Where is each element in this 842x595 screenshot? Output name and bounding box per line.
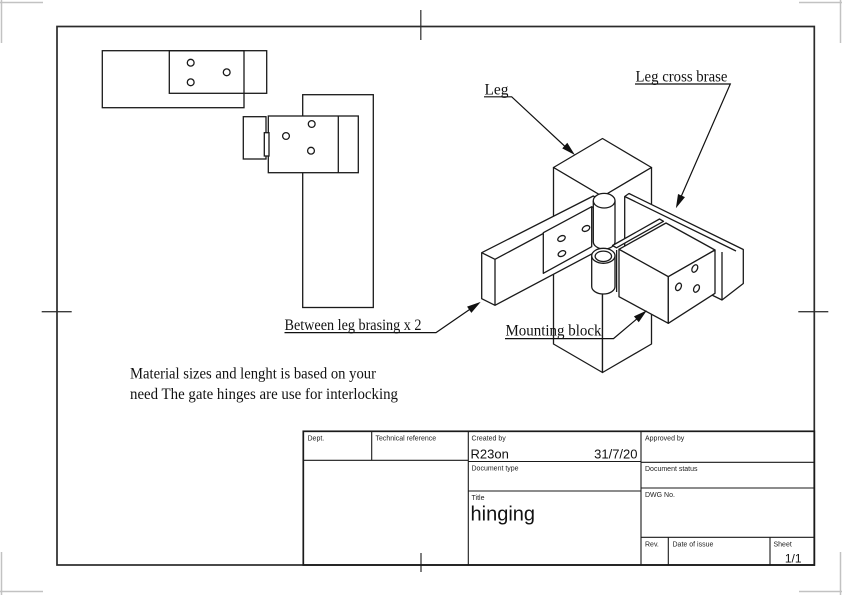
barrel-bore (595, 251, 611, 261)
material-note (130, 366, 398, 403)
date-of-issue-label: Date of issue (672, 541, 714, 549)
dept-label: Dept. (307, 435, 325, 443)
hinge-hole (187, 59, 194, 66)
orthographic-view-top (102, 51, 266, 108)
knuckle-link (264, 133, 269, 156)
arrowhead (677, 195, 684, 206)
hinge-hole (283, 133, 290, 140)
created-date-value: 31/7/20 (594, 446, 638, 462)
orthographic-view-side (243, 95, 373, 308)
hinge-bar-top (102, 51, 244, 108)
document-type-label: Document type (471, 465, 519, 473)
created-by-value: R23on (470, 446, 509, 462)
title-value: hinging (470, 503, 536, 526)
material-note-line2: need The gate hinges are use for interlocking (130, 385, 398, 403)
callout-mounting-block: Mounting block (505, 322, 602, 340)
created-by-label: Created by (471, 435, 506, 443)
hinge-hole (308, 121, 315, 128)
callout-between-leg-bracing: Between leg brasing x 2 (284, 317, 422, 334)
hinge-plate-top (169, 51, 266, 94)
title-block (303, 431, 814, 565)
hinge-hole (308, 147, 315, 154)
sheet-value: 1/1 (784, 551, 802, 566)
title-block-border (303, 431, 814, 565)
callout-leg-cross-brace: Leg cross brase (635, 68, 728, 86)
upper-hinge-barrel (593, 193, 615, 249)
arrowhead (563, 144, 573, 154)
material-note-line1: Material sizes and lenght is based on your (130, 365, 377, 383)
sheet-label: Sheet (773, 541, 792, 549)
hinge-knuckle-side (243, 117, 266, 159)
arrowhead (468, 303, 479, 312)
leader-leg (484, 97, 573, 154)
lower-hinge-barrel (592, 248, 615, 294)
hinge-hole (187, 79, 194, 86)
document-status-label: Document status (645, 466, 698, 473)
callout-leg: Leg (484, 81, 509, 99)
title-label: Title (471, 495, 485, 502)
technical-reference-label: Technical reference (375, 435, 437, 443)
dwg-no-label: DWG No. (645, 492, 675, 499)
approved-by-label: Approved by (645, 435, 685, 443)
rev-label: Rev. (645, 541, 659, 549)
hinge-hole (223, 69, 230, 76)
